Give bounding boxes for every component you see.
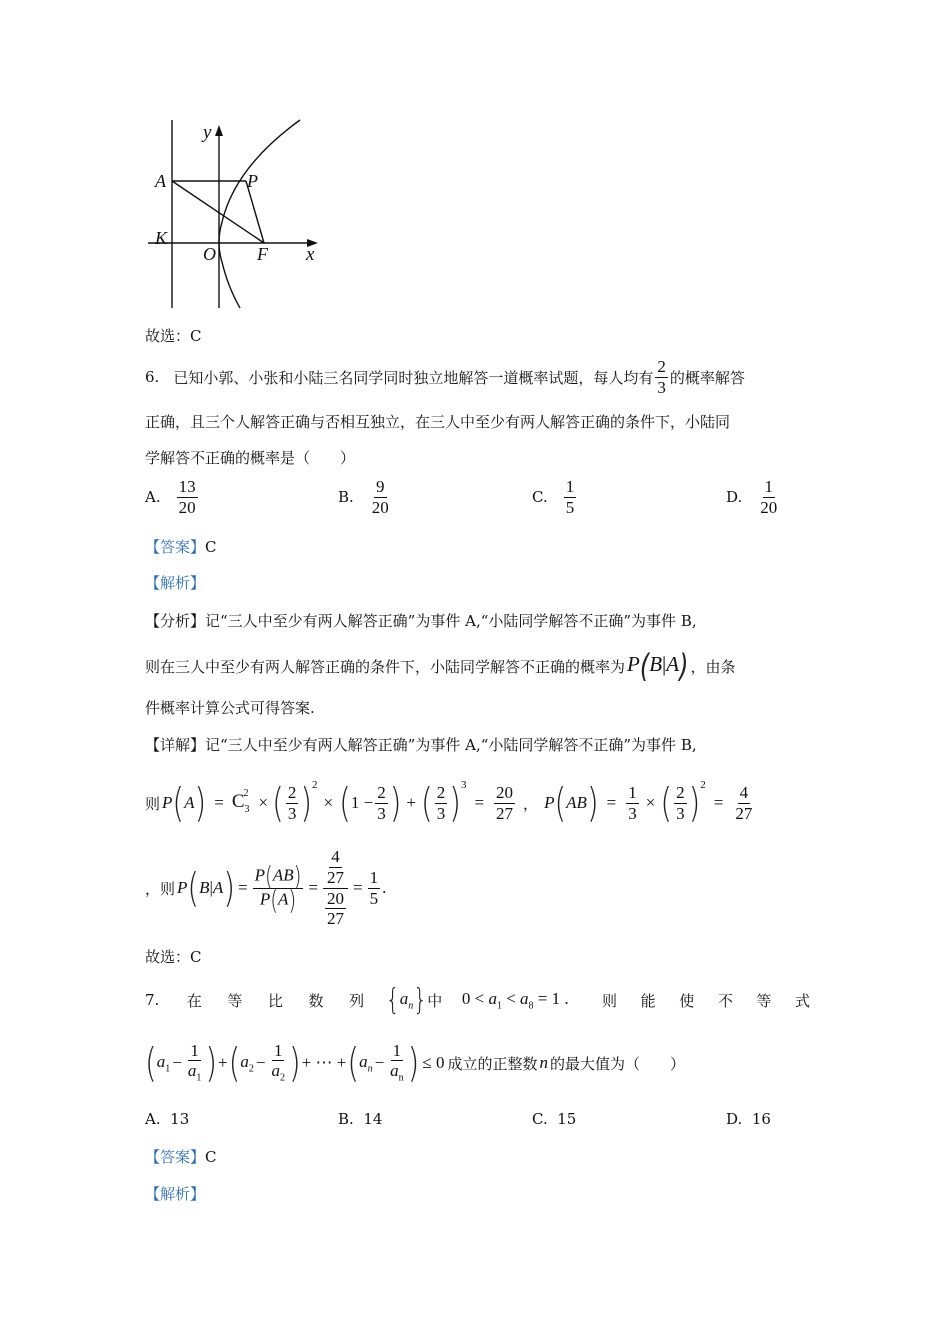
option-fraction xyxy=(564,478,577,517)
q6-prob-fraction xyxy=(655,358,668,397)
fenxi-text-post: ，由条 xyxy=(690,657,736,676)
graph-y-label: y xyxy=(203,122,212,143)
q6-fenxi-line1 xyxy=(145,610,697,631)
detail-tag: 【详解】 xyxy=(145,736,206,754)
q6-text1-post: 的概率解答 xyxy=(669,368,745,387)
result-fraction-1 xyxy=(494,784,515,823)
q6-option-b[interactable] xyxy=(338,478,393,517)
option-value: 14 xyxy=(363,1110,383,1128)
q6-choice: 故选：C xyxy=(145,948,202,966)
frac-denominator: 27 xyxy=(496,803,514,823)
graph-point-F: F xyxy=(257,244,268,264)
q7-word: 中 xyxy=(427,991,443,1010)
q7-word: 列 xyxy=(349,991,365,1010)
q7-number: 7. xyxy=(145,991,160,1009)
q7-word: 等 xyxy=(227,991,243,1010)
option-label: B. xyxy=(338,488,354,507)
frac-denominator: 20 xyxy=(371,497,389,517)
q7-line1: 7. 在 等 比 数 列 { $a_n$ } 中 $0 < a_1 < a_8 = 1$ . 则 能 使 不 等 式 xyxy=(145,983,811,1017)
q6-fenxi-line3: 件概率计算公式可得答案. xyxy=(145,699,315,717)
frac-numerator: 2 xyxy=(657,357,666,376)
q6-text1: 已知小郭、小张和小陆三名同学同时独立地解答一道概率试题，每人均有 xyxy=(173,368,654,387)
q7-word: 等 xyxy=(756,991,772,1010)
graph-point-P: P xyxy=(247,171,258,191)
q7-answer xyxy=(145,1146,217,1167)
detail-text: 记“三人中至少有两人解答正确”为事件 A,“小陆同学解答不正确”为事件 B, xyxy=(205,736,697,754)
graph-x-label: x xyxy=(306,244,315,265)
fenxi-text: 记“三人中至少有两人解答正确”为事件 A,“小陆同学解答不正确”为事件 B, xyxy=(205,612,697,630)
q7-word: 能 xyxy=(640,991,656,1010)
frac-denominator: 20 xyxy=(178,497,196,517)
frac-denominator: 3 xyxy=(657,377,666,397)
frac-denominator: 27 xyxy=(735,803,753,823)
fenxi-tag: 【分析】 xyxy=(145,612,206,630)
q6-fenxi-line2 xyxy=(145,647,736,686)
option-label: C. xyxy=(532,1110,548,1128)
q7-word: 在 xyxy=(186,991,202,1010)
fenxi-text: 则在三人中至少有两人解答正确的条件下，小陆同学解答不正确的概率为 xyxy=(145,657,626,676)
conditional-prob-expr: P(B|A) xyxy=(627,647,689,686)
parabola-figure xyxy=(140,112,330,312)
option-label: A. xyxy=(145,1110,161,1128)
q7-option-d[interactable] xyxy=(726,1110,771,1128)
frac-denominator: 20 xyxy=(760,497,778,517)
q6-answer xyxy=(145,536,217,557)
q6-option-d[interactable] xyxy=(726,478,781,517)
answer-value: C xyxy=(205,538,217,556)
q7-word: 比 xyxy=(267,991,283,1010)
graph-point-K: K xyxy=(155,228,168,248)
graph-point-A: A xyxy=(155,171,166,191)
q6-number: 6. xyxy=(145,368,160,387)
q7-text: 的最大值为（ ） xyxy=(549,1054,685,1073)
q6-line2: 正确，且三个人解答正确与否相互独立，在三人中至少有两人解答正确的条件下，小陆同 xyxy=(145,413,731,431)
frac-denominator: 5 xyxy=(565,497,575,517)
frac-numerator: 20 xyxy=(496,782,514,802)
q7-text: 成立的正整数 xyxy=(447,1054,538,1073)
q6-analysis-tag: 【解析】 xyxy=(145,574,206,592)
option-label: C. xyxy=(532,488,548,507)
q7-option-a[interactable] xyxy=(145,1110,189,1128)
option-value: 15 xyxy=(557,1110,577,1128)
option-label: A. xyxy=(145,488,161,507)
q7-word: 数 xyxy=(308,991,324,1010)
q7-option-b[interactable] xyxy=(338,1110,382,1128)
option-fraction xyxy=(758,478,779,517)
q6-option-c[interactable] xyxy=(532,478,578,517)
q6-formula-1: 则 P ( A ) = $C_3^2$ × ( $\frac{2}{3}$ ) $^2$ × ( 1 − $\frac{2}{3}$ ) + ( $\frac{2}{3}$ ) $^3$ = $\frac{20}{27}$ ， P ( AB ) = $\frac{1}{3}$ × ( $\frac{2}{3}$ ) $^2$ = $\frac{4}{27}$ xyxy=(145,779,753,827)
q6-formula-2: ，则 P ( B | A ) = $\frac{P(AB)}{P(A)}$ = $\frac{\frac{4}{27}}{\frac{20}{27}}$ = $\frac{1}{5}$ . xyxy=(145,846,387,929)
option-label: D. xyxy=(726,488,743,507)
option-label: B. xyxy=(338,1110,354,1128)
graph-point-O: O xyxy=(203,244,216,264)
q7-line2: ( $a_1$ − $\frac{1}{a_1}$ ) + ( $a_2$ − $\frac{1}{a_2}$ ) + ⋯ + ( $a_n$ − $\frac{1}{a_n}$ ) ≤ 0 成立的正整数 n 的最大值为（ ） xyxy=(145,1039,685,1087)
answer-tag: 【答案】 xyxy=(145,1148,206,1166)
formula-prefix: ，则 xyxy=(145,879,176,898)
q6-option-a[interactable] xyxy=(145,478,200,517)
option-value: 13 xyxy=(170,1110,190,1128)
q6-line1 xyxy=(145,358,810,397)
option-label: D. xyxy=(726,1110,743,1128)
q7-analysis-tag: 【解析】 xyxy=(145,1185,206,1203)
option-fraction xyxy=(370,478,391,517)
q7-word: 使 xyxy=(679,991,695,1010)
formula-prefix: 则 xyxy=(145,794,161,813)
q7-word: 不 xyxy=(717,991,733,1010)
answer-tag: 【答案】 xyxy=(145,538,206,556)
final-fraction xyxy=(368,869,381,908)
option-value: 16 xyxy=(751,1110,771,1128)
result-fraction-2 xyxy=(733,784,754,823)
answer-value: C xyxy=(205,1148,217,1166)
frac-numerator: 1 xyxy=(565,477,575,496)
q7-word: 式 xyxy=(795,991,811,1010)
frac-numerator: 4 xyxy=(739,782,749,802)
q6-detail-line1 xyxy=(145,734,697,755)
frac-numerator: 1 xyxy=(369,867,379,887)
option-fraction xyxy=(177,478,198,517)
q7-option-c[interactable] xyxy=(532,1110,576,1128)
q6-line3: 学解答不正确的概率是（ ） xyxy=(145,449,356,467)
q5-choice: 故选：C xyxy=(145,327,202,345)
frac-denominator: 5 xyxy=(369,888,379,908)
frac-numerator: 13 xyxy=(178,477,196,496)
frac-numerator: 9 xyxy=(376,477,385,496)
q7-var-n: n xyxy=(539,1053,548,1072)
q7-word: 则 xyxy=(602,991,618,1010)
frac-numerator: 1 xyxy=(764,477,774,496)
